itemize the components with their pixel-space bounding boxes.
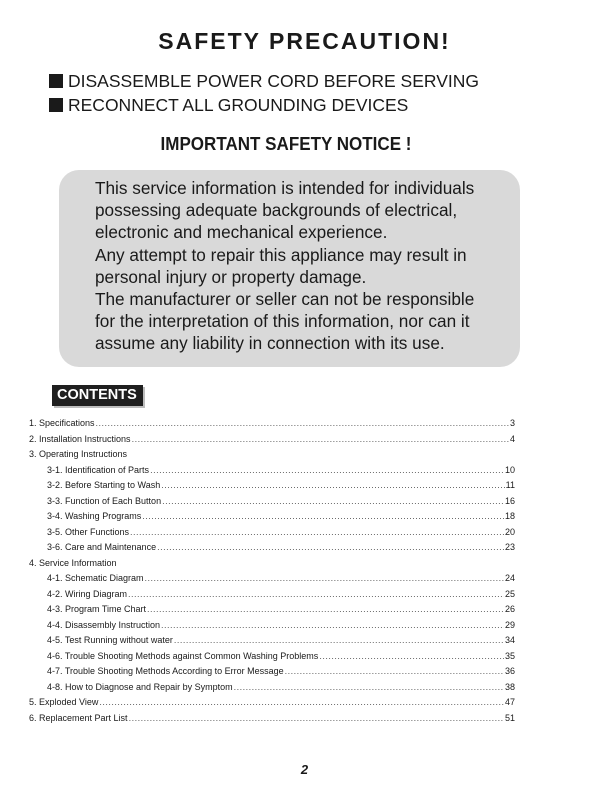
warning-list — [49, 69, 479, 117]
square-bullet-icon — [49, 98, 63, 112]
toc-entry-label: 3-4. Washing Programs — [47, 511, 142, 521]
toc-entry-page: 24 — [504, 573, 515, 583]
toc-entry-label: 4-1. Schematic Diagram — [47, 573, 144, 583]
square-bullet-icon — [49, 74, 63, 88]
toc-entry[interactable] — [29, 511, 515, 527]
toc-entry-label: 3. Operating Instructions — [29, 449, 128, 459]
toc-leader-dots — [132, 434, 509, 444]
contents-heading: CONTENTS — [52, 385, 143, 406]
toc-leader-dots — [142, 511, 504, 521]
toc-entry-label: 4-6. Trouble Shooting Methods against Common Washing Problems — [47, 650, 319, 661]
toc-leader-dots — [129, 713, 504, 723]
toc-leader-dots — [174, 635, 504, 645]
toc-entry-page: 51 — [504, 712, 515, 723]
toc-entry-label: 2. Installation Instructions — [29, 433, 131, 444]
toc-entry-page: 26 — [504, 604, 515, 614]
toc-entry-page: 3 — [509, 418, 515, 428]
toc-entry-page: 29 — [504, 619, 515, 630]
toc-entry-page: 23 — [504, 542, 515, 552]
toc-leader-dots — [161, 620, 504, 630]
toc-entry[interactable] — [29, 542, 515, 558]
notice-line: This service information is intended for individuals — [95, 178, 475, 198]
notice-line: for the interpretation of this information, nor can it — [95, 311, 470, 332]
toc-entry[interactable] — [29, 651, 515, 667]
toc-entry[interactable] — [29, 465, 515, 481]
toc-entry-label: 3-6. Care and Maintenance — [47, 542, 157, 552]
toc-leader-dots — [162, 496, 504, 506]
toc-entry[interactable] — [29, 666, 515, 682]
toc-entry-page: 35 — [504, 650, 515, 661]
toc-entry[interactable] — [29, 620, 515, 636]
toc-entry-page: 25 — [504, 588, 515, 599]
toc-entry[interactable] — [29, 449, 515, 465]
toc-entry-label: 6. Replacement Part List — [29, 712, 128, 723]
page-title: SAFETY PRECAUTION! — [158, 28, 451, 54]
notice-line: assume any liability in connection with its use. — [95, 333, 445, 354]
toc-entry[interactable] — [29, 635, 515, 651]
toc-entry-page: 16 — [504, 495, 515, 506]
toc-leader-dots — [130, 527, 504, 537]
toc-entry-label: 3-3. Function of Each Button — [47, 495, 162, 506]
notice-line: electronic and mechanical experience. — [95, 222, 388, 243]
toc-entry-label: 4-3. Program Time Chart — [47, 604, 147, 614]
toc-entry[interactable] — [29, 496, 515, 512]
toc-leader-dots — [161, 480, 504, 490]
toc-leader-dots — [285, 666, 504, 676]
toc-entry-page: 4 — [509, 433, 515, 444]
notice-line: The manufacturer or seller can not be responsible — [95, 289, 475, 310]
toc-entry-label: 3-1. Identification of Parts — [47, 464, 150, 475]
toc-leader-dots — [150, 465, 504, 475]
toc-leader-dots — [157, 542, 504, 552]
toc-entry[interactable] — [29, 558, 515, 574]
toc-entry[interactable] — [29, 589, 515, 605]
toc-entry-label: 5. Exploded View — [29, 697, 99, 707]
toc-leader-dots — [96, 418, 509, 428]
toc-leader-dots — [147, 604, 504, 614]
table-of-contents — [29, 418, 515, 728]
notice-line: personal injury or property damage. — [95, 266, 367, 287]
warning-item — [49, 93, 479, 117]
toc-leader-dots — [145, 573, 504, 583]
toc-entry[interactable] — [29, 418, 515, 434]
toc-entry[interactable] — [29, 697, 515, 713]
warning-item — [49, 69, 479, 93]
toc-leader-dots — [128, 589, 504, 599]
toc-entry-page: 47 — [504, 697, 515, 707]
toc-entry-label: 3-5. Other Functions — [47, 526, 130, 537]
toc-entry[interactable] — [29, 604, 515, 620]
toc-entry-page: 38 — [504, 681, 515, 692]
notice-text — [95, 177, 474, 355]
toc-entry-label: 4-5. Test Running without water — [47, 635, 173, 645]
toc-entry-page: 10 — [504, 464, 515, 475]
notice-line: possessing adequate backgrounds of electrical, — [95, 200, 458, 221]
toc-entry-label: 3-2. Before Starting to Wash — [47, 480, 161, 490]
toc-entry[interactable] — [29, 480, 515, 496]
toc-entry-label: 4-2. Wiring Diagram — [47, 588, 128, 599]
toc-entry-page: 36 — [504, 666, 515, 676]
toc-entry-label: 1. Specifications — [29, 418, 95, 428]
toc-entry-label: 4-7. Trouble Shooting Methods According to Error Message — [47, 666, 284, 676]
warning-text: RECONNECT ALL GROUNDING DEVICES — [68, 94, 409, 115]
toc-entry-label: 4-8. How to Diagnose and Repair by Symptom — [47, 681, 233, 692]
toc-entry[interactable] — [29, 527, 515, 543]
toc-entry-page: 20 — [504, 526, 515, 537]
notice-line: Any attempt to repair this appliance may result in — [95, 244, 467, 265]
toc-entry-label: 4-4. Disassembly Instruction — [47, 619, 161, 630]
toc-entry[interactable] — [29, 434, 515, 450]
toc-entry[interactable] — [29, 573, 515, 589]
toc-entry-label: 4. Service Information — [29, 557, 117, 568]
toc-leader-dots — [99, 697, 504, 707]
toc-entry[interactable] — [29, 713, 515, 729]
warning-text: DISASSEMBLE POWER CORD BEFORE SERVING — [68, 70, 480, 91]
toc-entry-page: 11 — [505, 480, 515, 490]
toc-leader-dots — [234, 682, 504, 692]
page-number: 2 — [300, 762, 309, 777]
toc-leader-dots — [319, 651, 504, 661]
notice-title: IMPORTANT SAFETY NOTICE ! — [160, 133, 412, 154]
toc-entry-page: 18 — [504, 511, 515, 521]
toc-entry[interactable] — [29, 682, 515, 698]
toc-entry-page: 34 — [504, 635, 515, 645]
